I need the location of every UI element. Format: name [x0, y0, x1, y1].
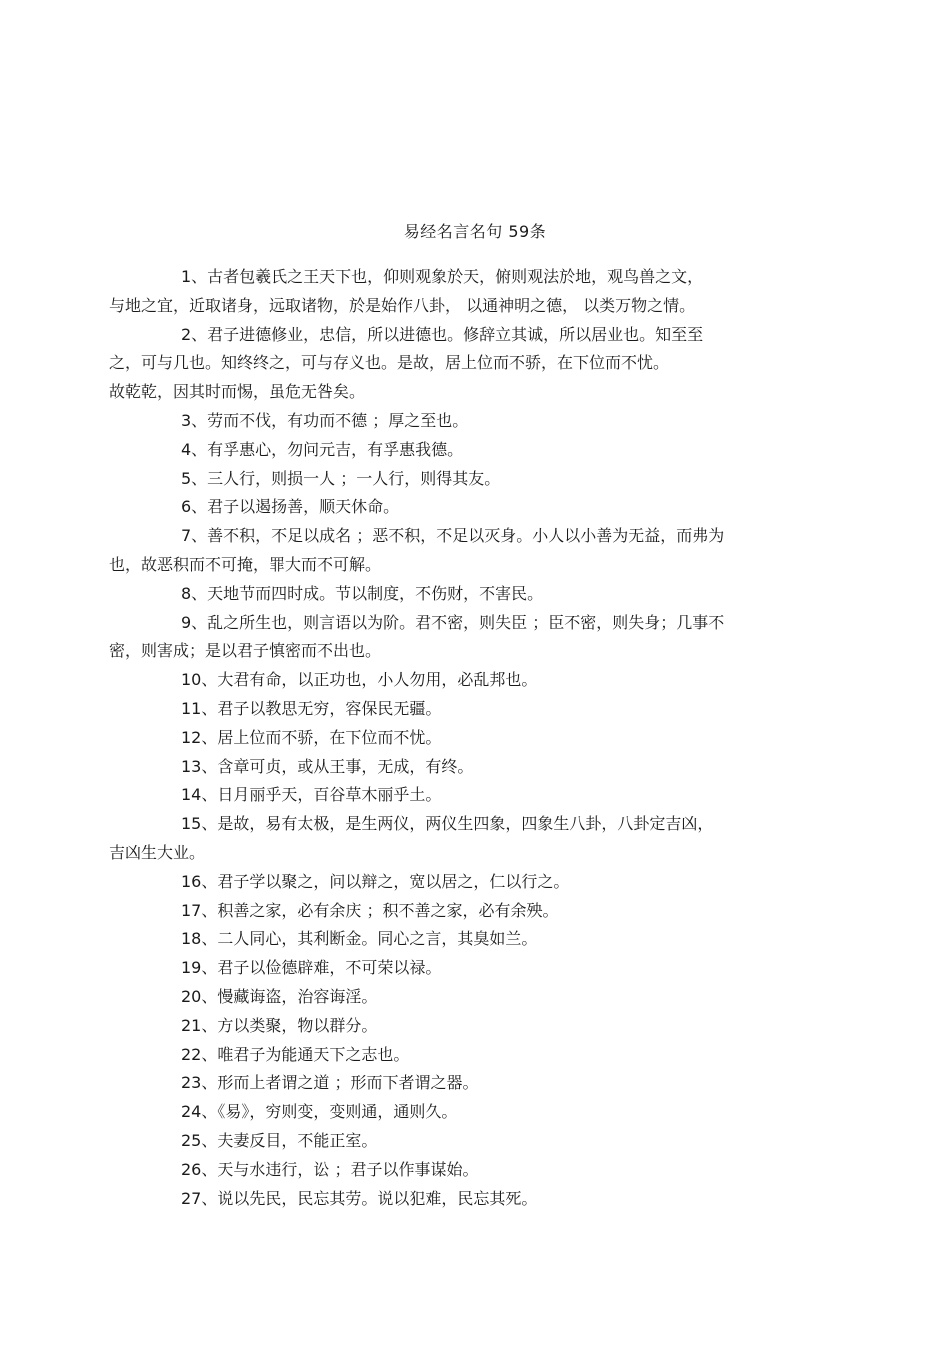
quote-continuation-line: 吉凶生大业。 — [109, 842, 206, 862]
quote-first-line: 23、形而上者谓之道 ；形而下者谓之器。 — [181, 1073, 479, 1093]
quote-list — [109, 263, 810, 1213]
quote-first-line: 27、说以先民，民忘其劳。说以犯难，民忘其死。 — [181, 1188, 538, 1208]
quote-item — [145, 1069, 810, 1098]
quote-first-line: 20、慢藏诲盗，治容诲淫。 — [181, 986, 378, 1006]
quote-first-line: 13、含章可贞，或从王事，无成，有终。 — [181, 756, 474, 776]
quote-first-line: 25、夫妻反目，不能正室。 — [181, 1130, 378, 1150]
quote-first-line: 15、是故，易有太极，是生两仪，两仪生四象，四象生八卦，八卦定吉凶， — [181, 814, 714, 834]
quote-item — [145, 983, 810, 1012]
quote-item — [109, 263, 810, 321]
quote-first-line: 17、积善之家，必有余庆 ；积不善之家，必有余殃。 — [181, 900, 559, 920]
quote-item — [109, 609, 810, 667]
quote-continuation-line: 密，则害成；是以君子慎密而不出也。 — [109, 641, 382, 661]
quote-item — [145, 897, 810, 926]
quote-first-line: 5、三人行，则损一人 ；一人行，则得其友。 — [181, 468, 501, 488]
quote-first-line: 10、大君有命，以正功也，小人勿用，必乱邦也。 — [181, 670, 538, 690]
quote-first-line: 1、古者包羲氏之王天下也，仰则观象於天，俯则观法於地，观鸟兽之文， — [181, 267, 704, 286]
page-title: 易经名言名句 59条 — [403, 222, 547, 241]
quote-item — [145, 580, 810, 609]
quote-first-line: 14、日月丽乎天，百谷草木丽乎土。 — [181, 785, 442, 805]
quote-item — [145, 868, 810, 897]
quote-first-line: 21、方以类聚，物以群分。 — [181, 1015, 378, 1035]
quote-item — [145, 1041, 810, 1070]
quote-item — [145, 695, 810, 724]
quote-first-line: 26、天与水违行，讼 ；君子以作事谋始。 — [181, 1159, 479, 1179]
quote-first-line: 19、君子以俭德辟难，不可荣以禄。 — [181, 958, 442, 978]
quote-item — [109, 522, 810, 580]
quote-item — [145, 666, 810, 695]
quote-item — [145, 781, 810, 810]
quote-continuation-line: 也，故恶积而不可掩，罪大而不可解。 — [109, 554, 382, 574]
quote-item — [145, 436, 810, 465]
quote-item — [145, 493, 810, 522]
quote-item — [145, 1185, 810, 1214]
quote-item — [145, 1012, 810, 1041]
quote-first-line: 24、《易》，穷则变，变则通，通则久。 — [181, 1102, 458, 1122]
quote-continuation-line: 之，可与几也。知终终之，可与存义也。是故，居上位而不骄，在下位而不忧。 — [109, 353, 670, 373]
quote-first-line: 18、二人同心，其利断金。同心之言，其臭如兰。 — [181, 929, 538, 949]
quote-item — [145, 724, 810, 753]
quote-first-line: 12、居上位而不骄，在下位而不忧。 — [181, 727, 442, 747]
quote-item — [145, 954, 810, 983]
quote-continuation-line: 故乾乾，因其时而惕，虽危无咎矣。 — [109, 382, 366, 402]
quote-item — [109, 810, 810, 868]
quote-first-line: 7、善不积，不足以成名 ；恶不积，不足以灭身。小人以小善为无益，而弗为 — [181, 526, 725, 546]
quote-first-line: 16、君子学以聚之，问以辩之，宽以居之，仁以行之。 — [181, 871, 570, 891]
quote-continuation-line: 与地之宜，近取诸身，远取诸物，於是始作八卦， 以通神明之德， 以类万物之情。 — [109, 295, 696, 315]
quote-item — [145, 407, 810, 436]
quote-item — [145, 753, 810, 782]
quote-first-line: 3、劳而不伐，有功而不德 ；厚之至也。 — [181, 410, 469, 430]
quote-item — [145, 925, 810, 954]
quote-first-line: 2、君子进德修业，忠信，所以进德也。修辞立其诚，所以居业也。知至至 — [181, 324, 704, 344]
quote-first-line: 11、君子以教思无穷，容保民无疆。 — [181, 698, 442, 718]
quote-first-line: 9、乱之所生也，则言语以为阶。君不密，则失臣 ；臣不密，则失身；几事不 — [181, 612, 725, 632]
quote-item — [109, 321, 810, 407]
quote-item — [145, 465, 810, 494]
quote-first-line: 4、有孚惠心，勿问元吉，有孚惠我德。 — [181, 439, 464, 459]
quote-item — [145, 1127, 810, 1156]
quote-first-line: 8、天地节而四时成。节以制度，不伤财，不害民。 — [181, 583, 544, 603]
quote-item — [145, 1098, 810, 1127]
quote-first-line: 22、唯君子为能通天下之志也。 — [181, 1044, 410, 1064]
quote-item — [145, 1156, 810, 1185]
quote-first-line: 6、君子以遏扬善，顺天休命。 — [181, 497, 400, 517]
